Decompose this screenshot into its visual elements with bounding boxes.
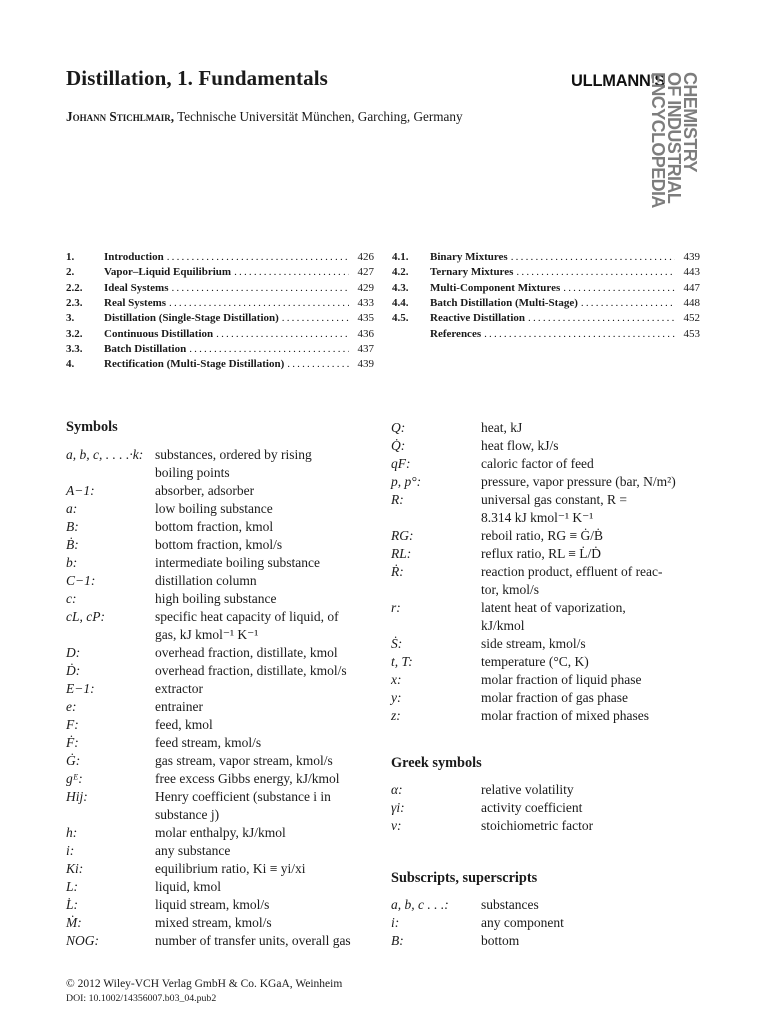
toc-leader-dots	[484, 328, 675, 340]
author-affiliation: Technische Universität München, Garching, Germany	[174, 109, 463, 124]
toc-page-number: 426	[357, 251, 374, 263]
symbol-description: temperature (°C, K)	[481, 654, 589, 669]
toc-leader-dots	[167, 251, 349, 263]
symbol-description: heat flow, kJ/s	[481, 438, 559, 453]
toc-page-number: 427	[357, 266, 374, 279]
toc-entry	[392, 266, 700, 281]
symbol-description: molar enthalpy, kJ/kmol	[155, 825, 286, 840]
symbol-term: C−1:	[66, 573, 96, 588]
symbol-entry	[66, 860, 376, 878]
symbol-description: activity coefficient	[481, 800, 583, 815]
toc-entry	[392, 328, 700, 343]
symbol-term: x:	[391, 672, 402, 687]
symbol-description: substances, ordered by rising boiling points	[155, 447, 312, 480]
toc-entry	[66, 297, 374, 312]
symbol-entry	[391, 491, 701, 527]
toc-section-title: Introduction	[104, 251, 164, 263]
greek-symbols-heading: Greek symbols	[391, 755, 482, 771]
article-title: Distillation, 1. Fundamentals	[66, 66, 328, 90]
toc-section-number: 4.4.	[392, 296, 409, 309]
symbol-entry	[391, 455, 701, 473]
toc-entry	[66, 328, 374, 343]
toc-page-number: 439	[683, 251, 700, 263]
symbol-entry	[66, 788, 376, 824]
symbol-description: side stream, kmol/s	[481, 636, 586, 651]
toc-entry	[66, 358, 374, 373]
symbol-term: L̇:	[66, 897, 79, 912]
toc-leader-dots	[189, 343, 349, 355]
symbol-description: entrainer	[155, 699, 203, 714]
toc-entry	[392, 312, 700, 327]
symbol-entry	[66, 932, 376, 950]
toc-section-title: References	[430, 327, 482, 340]
symbol-term: gᴱ:	[66, 771, 83, 786]
symbol-term: a:	[66, 501, 78, 516]
symbol-entry	[391, 653, 701, 671]
symbol-description: molar fraction of liquid phase	[481, 672, 642, 687]
toc-section-number: 4.	[66, 358, 75, 371]
symbol-term: e:	[66, 699, 77, 714]
toc-section-title: Batch Distillation	[104, 342, 187, 355]
symbol-term: a, b, c, . . . .·k:	[66, 447, 144, 462]
toc-section-number: 4.1.	[392, 251, 409, 263]
symbol-description: overhead fraction, distillate, kmol	[155, 645, 338, 660]
copyright-notice: © 2012 Wiley-VCH Verlag GmbH & Co. KGaA, Weinheim	[66, 978, 343, 990]
symbol-entry	[66, 752, 376, 770]
logo-vertical-line-2: OF INDUSTRIAL	[664, 72, 684, 204]
symbol-description: specific heat capacity of liquid, of gas, kJ kmol⁻¹ K⁻¹	[155, 609, 339, 642]
toc-entry	[66, 312, 374, 327]
symbol-entry	[391, 671, 701, 689]
toc-section-number: 2.2.	[66, 281, 83, 294]
symbol-term: Ṁ:	[66, 915, 82, 930]
symbol-term: Ḟ:	[66, 735, 79, 750]
toc-leader-dots	[287, 358, 349, 370]
symbol-term: RL:	[391, 546, 412, 561]
symbol-entry	[391, 545, 701, 563]
toc-page-number: 433	[357, 296, 374, 309]
symbol-description: overhead fraction, distillate, kmol/s	[155, 663, 347, 678]
symbol-entry	[66, 698, 376, 716]
symbol-description: latent heat of vaporization, kJ/kmol	[481, 600, 626, 633]
symbol-term: E−1:	[66, 681, 95, 696]
symbol-description: absorber, adsorber	[155, 483, 255, 498]
symbol-term: F:	[66, 717, 79, 732]
symbol-entry	[66, 680, 376, 698]
symbol-description: caloric factor of feed	[481, 456, 594, 471]
symbol-term: B:	[391, 933, 404, 948]
subscripts-heading: Subscripts, superscripts	[391, 870, 538, 886]
toc-leader-dots	[171, 282, 349, 294]
symbol-term: ν:	[391, 818, 402, 833]
toc-page-number: 448	[683, 296, 700, 309]
symbol-description: high boiling substance	[155, 591, 277, 606]
symbol-entry	[391, 635, 701, 653]
symbol-entry	[66, 644, 376, 662]
toc-section-number: 3.2.	[66, 327, 83, 340]
toc-section-title: Real Systems	[104, 296, 167, 309]
symbol-term: Ḋ:	[66, 663, 81, 678]
toc-section-number: 2.	[66, 266, 75, 279]
symbol-term: cL, cP:	[66, 609, 105, 624]
author-line	[66, 109, 463, 125]
symbol-term: Ki:	[66, 861, 84, 876]
symbol-term: Hij:	[66, 789, 88, 804]
toc-page-number: 436	[357, 327, 374, 340]
symbol-entry	[66, 608, 376, 644]
toc-section-number: 4.3.	[392, 281, 409, 294]
logo-vertical-line-1: ENCYCLOPEDIA	[648, 72, 668, 208]
toc-leader-dots	[528, 312, 675, 324]
symbol-term: c:	[66, 591, 77, 606]
symbol-description: relative volatility	[481, 782, 574, 797]
symbol-term: r:	[391, 600, 401, 615]
symbol-term: a, b, c . . .:	[391, 897, 449, 912]
symbol-entry	[391, 799, 701, 817]
toc-leader-dots	[581, 297, 675, 309]
symbol-term: γi:	[391, 800, 405, 815]
toc-entry	[66, 282, 374, 297]
symbol-entry	[66, 662, 376, 680]
symbol-entry	[391, 914, 701, 932]
toc-section-number: 4.5.	[392, 312, 409, 325]
symbol-term: Q̇:	[391, 438, 406, 453]
symbol-term: L:	[66, 879, 79, 894]
symbol-entry	[391, 689, 701, 707]
toc-leader-dots	[511, 251, 675, 263]
symbol-entry	[66, 536, 376, 554]
symbol-entry	[391, 896, 701, 914]
symbol-description: bottom	[481, 933, 520, 948]
toc-section-number: 1.	[66, 251, 75, 263]
symbol-entry	[66, 716, 376, 734]
toc-section-number: 3.3.	[66, 342, 83, 355]
toc-section-number: 3.	[66, 312, 75, 325]
symbol-entry	[66, 824, 376, 842]
symbol-description: stoichiometric factor	[481, 818, 594, 833]
symbol-entry	[66, 590, 376, 608]
toc-section-title: Ideal Systems	[104, 281, 169, 294]
toc-page-number: 429	[357, 281, 374, 294]
symbol-description: free excess Gibbs energy, kJ/kmol	[155, 771, 340, 786]
toc-entry	[66, 266, 374, 281]
symbol-description: any substance	[155, 843, 231, 858]
symbol-description: number of transfer units, overall gas	[155, 933, 351, 948]
symbol-entry	[391, 563, 701, 599]
symbol-entry	[66, 914, 376, 932]
author-name: Johann Stichlmair,	[66, 109, 175, 124]
symbol-term: b:	[66, 555, 78, 570]
symbol-description: reaction product, effluent of reac- tor, kmol/s	[481, 564, 663, 597]
symbol-entry	[391, 932, 701, 950]
symbols-heading: Symbols	[66, 419, 118, 435]
symbol-description: distillation column	[155, 573, 257, 588]
symbol-description: feed stream, kmol/s	[155, 735, 262, 750]
symbol-entry	[391, 419, 701, 437]
symbol-description: gas stream, vapor stream, kmol/s	[155, 753, 333, 768]
toc-entry	[392, 251, 700, 266]
toc-section-title: Multi-Component Mixtures	[430, 281, 561, 294]
symbol-entry	[66, 770, 376, 788]
symbol-description: universal gas constant, R = 8.314 kJ kmol⁻¹ K⁻¹	[481, 492, 627, 525]
toc-leader-dots	[216, 328, 349, 340]
symbol-description: molar fraction of gas phase	[481, 690, 628, 705]
toc-page-number: 453	[683, 327, 700, 340]
symbol-description: heat, kJ	[481, 420, 523, 435]
toc-section-title: Continuous Distillation	[104, 327, 214, 340]
publisher-logo	[571, 72, 711, 212]
logo-vertical-line-3: CHEMISTRY	[680, 72, 700, 172]
toc-section-title: Distillation (Single-Stage Distillation)	[104, 312, 279, 325]
symbol-term: i:	[391, 915, 400, 930]
symbol-entry	[66, 500, 376, 518]
symbol-entry	[66, 554, 376, 572]
symbol-entry	[66, 842, 376, 860]
symbol-description: reboil ratio, RG ≡ Ġ/Ḃ	[481, 528, 603, 543]
symbol-term: t, T:	[391, 654, 413, 669]
symbol-term: NOG:	[66, 933, 99, 948]
toc-leader-dots	[169, 297, 349, 309]
symbol-entry	[66, 878, 376, 896]
toc-leader-dots	[563, 282, 675, 294]
symbol-entry	[391, 781, 701, 799]
symbol-term: Ġ:	[66, 753, 81, 768]
symbol-description: molar fraction of mixed phases	[481, 708, 649, 723]
symbol-entry	[66, 734, 376, 752]
toc-page-number: 437	[357, 342, 374, 355]
symbol-description: liquid, kmol	[155, 879, 222, 894]
symbol-term: RG:	[391, 528, 414, 543]
symbol-term: i:	[66, 843, 75, 858]
symbol-entry	[391, 599, 701, 635]
toc-leader-dots	[234, 266, 349, 278]
symbol-entry	[391, 527, 701, 545]
toc-page-number: 443	[683, 266, 700, 279]
toc-entry	[66, 343, 374, 358]
symbol-description: liquid stream, kmol/s	[155, 897, 270, 912]
symbol-description: bottom fraction, kmol/s	[155, 537, 283, 552]
toc-section-number: 4.2.	[392, 266, 409, 279]
symbol-term: A−1:	[66, 483, 95, 498]
symbol-term: Ḃ:	[66, 537, 79, 552]
symbol-description: intermediate boiling substance	[155, 555, 320, 570]
symbol-description: bottom fraction, kmol	[155, 519, 274, 534]
logo-wordmark: ULLMANN'S	[571, 72, 666, 90]
toc-leader-dots	[516, 266, 675, 278]
symbol-term: z:	[391, 708, 401, 723]
toc-page-number: 452	[683, 312, 700, 325]
toc-section-title: Reactive Distillation	[430, 312, 526, 325]
symbol-description: feed, kmol	[155, 717, 213, 732]
toc-entry	[66, 251, 374, 266]
symbol-description: extractor	[155, 681, 203, 696]
symbol-term: qF:	[391, 456, 411, 471]
toc-section-title: Ternary Mixtures	[430, 266, 514, 279]
symbol-term: h:	[66, 825, 78, 840]
symbol-term: R:	[391, 492, 404, 507]
toc-section-title: Batch Distillation (Multi-Stage)	[430, 296, 578, 309]
symbol-term: y:	[391, 690, 402, 705]
toc-section-title: Binary Mixtures	[430, 251, 508, 263]
toc-section-number: 2.3.	[66, 296, 83, 309]
toc-entry	[392, 282, 700, 297]
toc-section-title: Rectification (Multi-Stage Distillation)	[104, 358, 285, 371]
symbol-description: Henry coefficient (substance i in substance j)	[155, 789, 331, 822]
symbol-description: any component	[481, 915, 564, 930]
symbol-entry	[66, 518, 376, 536]
symbol-entry	[66, 446, 376, 482]
symbol-entry	[391, 817, 701, 835]
symbol-entry	[391, 473, 701, 491]
symbol-description: reflux ratio, RL ≡ L̇/Ḋ	[481, 546, 601, 561]
toc-page-number: 439	[357, 358, 374, 371]
symbol-term: Q:	[391, 420, 406, 435]
symbol-term: α:	[391, 782, 403, 797]
toc-page-number: 435	[357, 312, 374, 325]
symbol-entry	[66, 572, 376, 590]
symbol-term: Ṙ:	[391, 564, 404, 579]
symbol-entry	[66, 896, 376, 914]
symbol-description: equilibrium ratio, Ki ≡ yi/xi	[155, 861, 306, 876]
symbol-description: low boiling substance	[155, 501, 273, 516]
toc-section-title: Vapor–Liquid Equilibrium	[104, 266, 232, 279]
symbol-term: B:	[66, 519, 79, 534]
symbol-term: p, p°:	[391, 474, 422, 489]
symbol-description: pressure, vapor pressure (bar, N/m²)	[481, 474, 676, 489]
symbol-entry	[66, 482, 376, 500]
doi-line: DOI: 10.1002/14356007.b03_04.pub2	[66, 993, 217, 1004]
toc-entry	[392, 297, 700, 312]
symbol-description: substances	[481, 897, 539, 912]
symbol-entry	[391, 437, 701, 455]
symbol-entry	[391, 707, 701, 725]
symbol-term: Ṡ:	[391, 636, 403, 651]
toc-page-number: 447	[683, 281, 700, 294]
symbol-description: mixed stream, kmol/s	[155, 915, 272, 930]
toc-leader-dots	[282, 312, 349, 324]
symbol-term: D:	[66, 645, 81, 660]
